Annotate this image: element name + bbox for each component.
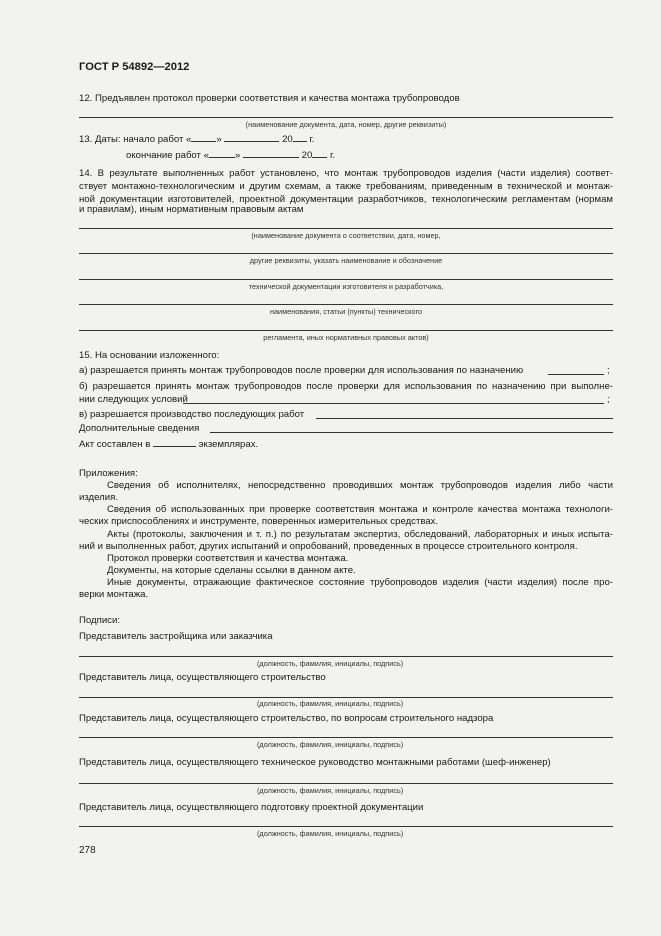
item14-caption-5: регламента, иных нормативных правовых актов)	[263, 333, 429, 342]
end-year-field[interactable]	[312, 148, 327, 158]
item14-line1: 14. В результате выполненных работ установлено, что монтаж трубопроводов изделия (части изделия) соответ-	[79, 168, 613, 179]
start-day-field[interactable]	[191, 132, 216, 142]
act-copies-prefix: Акт составлен в	[79, 439, 151, 450]
item13-end-date	[126, 148, 335, 162]
item15-b-field[interactable]	[183, 403, 604, 404]
end-day-field[interactable]	[209, 148, 235, 158]
item12-fill-line[interactable]	[79, 117, 613, 118]
signatures-title: Подписи:	[79, 615, 120, 626]
item15-v-text: в) разрешается производство последующих работ	[79, 409, 305, 420]
item14-caption-3: технической документации изготовителя и разработчика,	[248, 282, 444, 291]
end-month-field[interactable]	[243, 148, 299, 158]
item13-end-prefix: окончание работ «	[126, 150, 209, 161]
signature-line-2[interactable]	[79, 697, 613, 698]
item15-a-field[interactable]	[548, 374, 604, 375]
signature-role-5: Представитель лица, осуществляющего подготовку проектной документации	[79, 802, 424, 813]
item14-fill-line-5[interactable]	[79, 330, 613, 331]
standard-header: ГОСТ Р 54892—2012	[79, 61, 190, 73]
item15-b-line2: нии следующих условий	[79, 394, 188, 405]
item15-a-text: а) разрешается принять монтаж трубопроводов после проверки для использования по назначению	[79, 365, 524, 376]
item12-text: 12. Предъявлен протокол проверки соответствия и качества монтажа трубопроводов	[79, 93, 460, 104]
item14-fill-line-1[interactable]	[79, 228, 613, 229]
signature-role-3: Представитель лица, осуществляющего строительство, по вопросам строительного надзора	[79, 713, 494, 724]
attachment-4: Протокол проверки соответствия и качества монтажа.	[107, 553, 349, 564]
signature-role-2: Представитель лица, осуществляющего строительство	[79, 672, 326, 683]
attachment-6b: верки монтажа.	[79, 589, 149, 600]
act-copies	[79, 437, 258, 451]
attachment-6a: Иные документы, отражающие фактическое состояние трубопроводов изделия (части изделия) после про-	[107, 577, 613, 588]
attachment-3a: Акты (протоколы, заключения и т. п.) по результатам экспертиз, обследований, лабораторных и иных испыта-	[107, 529, 613, 540]
item14-caption-2: другие реквизиты, указать наименование и обозначение	[249, 256, 443, 265]
attachments-title: Приложения:	[79, 468, 138, 479]
act-copies-field[interactable]	[153, 437, 196, 447]
signature-line-5[interactable]	[79, 826, 613, 827]
signature-caption-3: (должность, фамилия, инициалы, подпись)	[257, 740, 404, 749]
item14-fill-line-2[interactable]	[79, 253, 613, 254]
extra-info-field[interactable]	[210, 432, 613, 433]
attachment-1a: Сведения об исполнителях, непосредственно проводивших монтаж трубопроводов изделия либо части	[107, 480, 613, 491]
start-month-field[interactable]	[224, 132, 279, 142]
item13-start-mid: »	[216, 134, 222, 145]
attachment-2a: Сведения об использованных при проверке соответствия монтажа и контроле качества монтажа технологи-	[107, 504, 613, 515]
item13-start-year: 20	[282, 134, 293, 145]
item15-v-field[interactable]	[316, 418, 613, 419]
item14-line3: ной документации изготовителей, проектной документации разработчиков, технологическим регламентам (нормам	[79, 194, 613, 205]
item14-fill-line-3[interactable]	[79, 279, 613, 280]
signature-caption-2: (должность, фамилия, инициалы, подпись)	[257, 699, 404, 708]
signature-caption-5: (должность, фамилия, инициалы, подпись)	[257, 829, 404, 838]
item14-fill-line-4[interactable]	[79, 304, 613, 305]
signature-line-1[interactable]	[79, 656, 613, 657]
item15-b-line1: б) разрешается принять монтаж трубопроводов после проверки для использования по назначению при выполне-	[79, 381, 613, 392]
item13-end-suffix: г.	[329, 150, 335, 161]
item14-caption-1: (наименование документа о соответствии, дата, номер,	[251, 231, 441, 240]
signature-role-1: Представитель застройщика или заказчика	[79, 631, 273, 642]
page-number: 278	[79, 845, 96, 856]
signature-line-4[interactable]	[79, 783, 613, 784]
item12-caption: (наименование документа, дата, номер, другие реквизиты)	[245, 120, 447, 129]
signature-line-3[interactable]	[79, 737, 613, 738]
item13-start-prefix: 13. Даты: начало работ «	[79, 134, 192, 145]
signature-caption-1: (должность, фамилия, инициалы, подпись)	[257, 659, 404, 668]
item15-a-end: ;	[607, 365, 610, 376]
item13-start-date	[79, 132, 314, 146]
attachment-1b: изделия.	[79, 492, 118, 503]
act-copies-suffix: экземплярах.	[198, 439, 259, 450]
item13-end-mid: »	[234, 150, 241, 161]
item14-line4: и правилам), иным нормативным правовым актам	[79, 204, 304, 215]
item13-start-suffix: г.	[309, 134, 315, 145]
attachment-3b: ний и выполненных работ, других испытаний и опробований, проведенных в процессе строительного контроля.	[79, 541, 578, 552]
extra-info-label: Дополнительные сведения	[79, 423, 200, 434]
item14-caption-4: наименования, статьи (пункты) технического	[269, 307, 423, 316]
item15-title: 15. На основании изложенного:	[79, 350, 220, 361]
item13-end-year: 20	[301, 150, 313, 161]
item14-line2: ствует монтажно-технологическим и другим схемам, а также требованиям, приведенным в технической и монтаж-	[79, 181, 613, 192]
signature-caption-4: (должность, фамилия, инициалы, подпись)	[257, 786, 404, 795]
start-year-field[interactable]	[293, 132, 307, 142]
attachment-2b: ческих приспособлениях и инструменте, поверенных измерительных средствах.	[79, 516, 439, 527]
item15-b-end: ;	[607, 394, 610, 405]
attachment-5: Документы, на которые сделаны ссылки в данном акте.	[107, 565, 356, 576]
signature-role-4: Представитель лица, осуществляющего техническое руководство монтажными работами (шеф-инженер)	[79, 757, 551, 768]
